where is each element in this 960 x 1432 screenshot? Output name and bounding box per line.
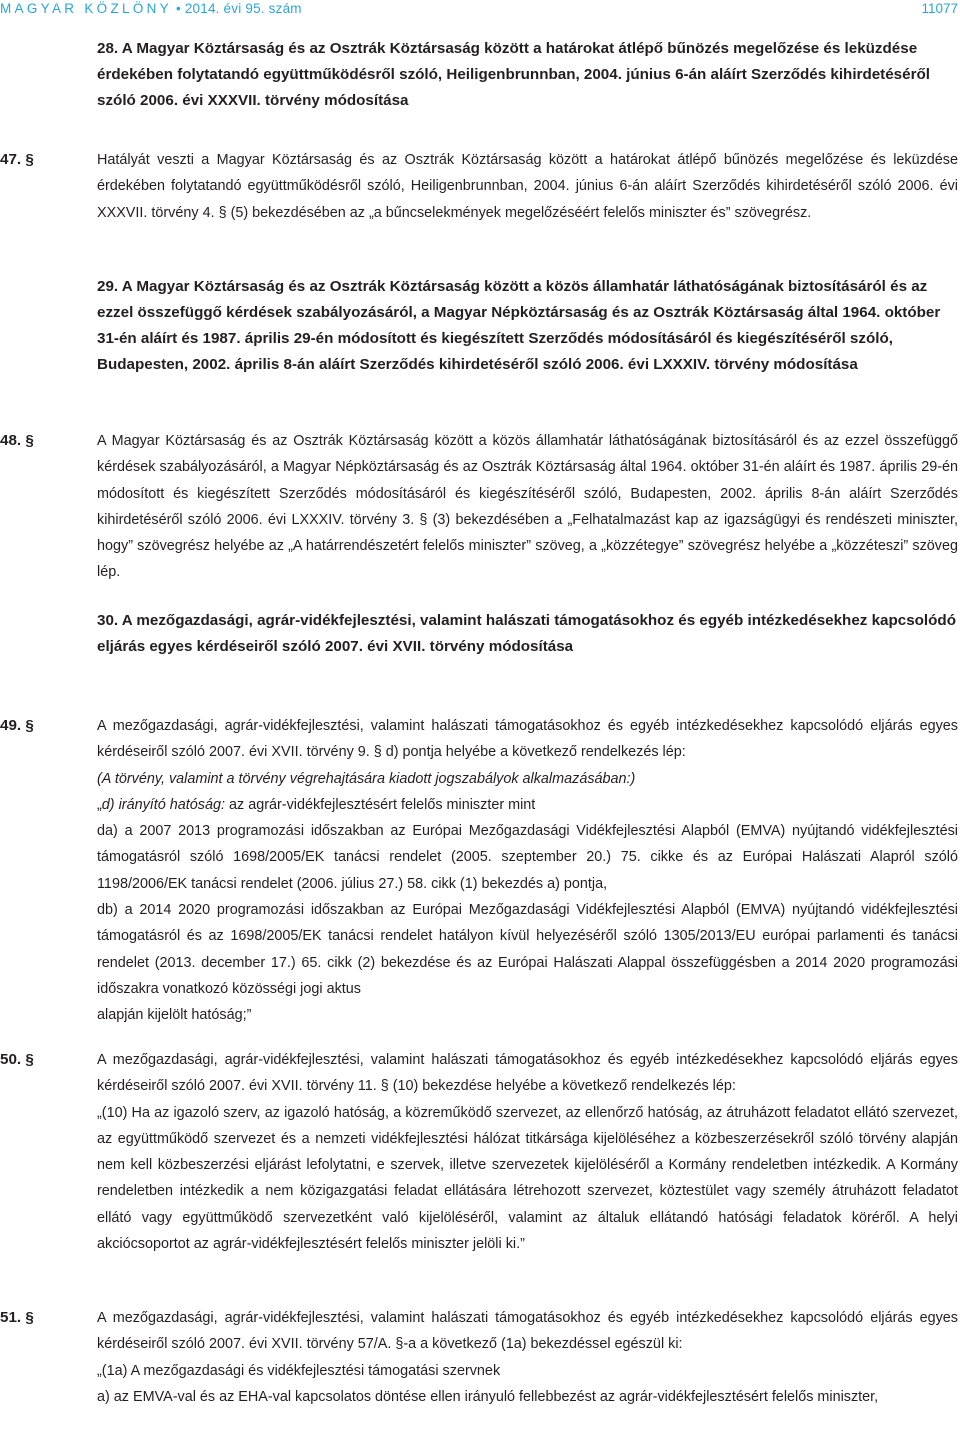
publication-name: MAGYAR KÖZLÖNY — [0, 1, 172, 16]
paragraph-51 — [0, 1305, 958, 1410]
paragraph-47 — [0, 147, 958, 226]
paragraph-subline: a) az EMVA-val és az EHA-val kapcsolatos döntése ellen irányuló fellebbezést az agrár-vidékfejlesztésért felelős miniszter, — [97, 1388, 879, 1405]
section-title-29: 29. A Magyar Köztársaság és az Osztrák Köztársaság között a közös államhatár láthatóságának biztosításáról és az ezzel összefüggő kérdések szabályozásáról, a Magyar Népköztársaság és az Osztrák Köztársaság által 1964. október 31-én aláírt és 1987. április 29-én módosított és kiegészített Szerződés módosításáról és kiegészítéséről szóló, Budapesten, 2002. április 8-án aláírt Szerződés kihirdetéséről szóló 2006. évi LXXXIV. törvény módosítása — [97, 278, 941, 373]
header-bullet: • — [175, 1, 181, 16]
paragraph-number: 51. § — [0, 1309, 34, 1326]
paragraph-text: A Magyar Köztársaság és az Osztrák Köztársaság között a közös államhatár láthatóságának biztosításáról és az ezzel összefüggő kérdések szabályozásáról, a Magyar Népköztársaság és az Osztrák Köztársaság által 1964. október 31-én aláírt és 1987. április 29-én módosított és kiegészített Szerződés módosításáról és kiegészítéséről szóló, Budapesten, 2002. április 8-án aláírt Szerződés kihirdetéséről szóló 2006. évi LXXXIV. törvény 3. § (3) bekezdésében a „Felhatalmazást kap az igazságügyi és rendészeti miniszter, hogy” szövegrész helyébe az „A határrendészetért felelős miniszter” szöveg, a „közzétegye” szövegrész helyébe a „közzéteszi” szöveg lép. — [97, 433, 958, 581]
page-header — [0, 0, 960, 20]
paragraph-number: 47. § — [0, 151, 34, 168]
paragraph-subline: „(10) Ha az igazoló szerv, az igazoló hatóság, a közreműködő szervezet, az ellenőrző hatóság, az átruházott feladatot ellátó szervezet, az együttműködő szervezet és a nemzeti vidékfejlesztési hálózat titkársága kijelöléséhez a közbeszerzésekről szóló törvény alapján nem kell közbeszerzési eljárást lefolytatni, e szervek, illetve szervezetek kijelöléséről a Kormány rendeletben intézkedik. A Kormány rendeletben intézkedik a nem közigazgatási feladat ellátására létrehozott szervezet, köztestület vagy személy átruházott feladatot ellátó vagy együttműködő szervezetként való kijelöléséről, valamint az általuk ellátandó hatósági feladatok köréről. A helyi akciócsoportot az agrár-vidékfejlesztésért felelős miniszter jelöli ki.” — [97, 1104, 958, 1253]
paragraph-subline: db) a 2014 2020 programozási időszakban az Európai Mezőgazdasági Vidékfejlesztési Alapból (EMVA) nyújtandó vidékfejlesztési támogatásról és az 1698/2005/EK tanácsi rendelet hatályon kívül helyezéséről szóló 1305/2013/EU európai parlamenti és tanácsi rendelet (2013. december 17.) 65. cikk (2) bekezdése és az Európai Halászati Alappal összefüggésben a 2014 2020 programozási időszakra vonatkozó közösségi jogi aktus — [97, 902, 958, 997]
paragraph-50 — [0, 1047, 958, 1257]
paragraph-subline: (A törvény, valamint a törvény végrehajtására kiadott jogszabályok alkalmazásában:) — [97, 770, 636, 787]
paragraph-number: 50. § — [0, 1051, 34, 1068]
paragraph-text: A mezőgazdasági, agrár-vidékfejlesztési, valamint halászati támogatásokhoz és egyéb intézkedésekhez kapcsolódó eljárás egyes kérdéseiről szóló 2007. évi XVII. törvény 9. § d) pontja helyébe a következő rendelkezés lép: — [97, 718, 958, 761]
paragraph-text: A mezőgazdasági, agrár-vidékfejlesztési, valamint halászati támogatásokhoz és egyéb intézkedésekhez kapcsolódó eljárás egyes kérdéseiről szóló 2007. évi XVII. törvény 11. § (10) bekezdése helyébe a következő rendelkezés lép: — [97, 1052, 958, 1095]
page-number: 11077 — [921, 1, 958, 16]
paragraph-number: 49. § — [0, 717, 34, 734]
section-title-28: 28. A Magyar Köztársaság és az Osztrák Köztársaság között a határokat átlépő bűnözés megelőzése és leküzdése érdekében folytatandó együttműködésről szóló, Heiligenbrunnban, 2004. június 6-án aláírt Szerződés kihirdetéséről szóló 2006. évi XXXVII. törvény módosítása — [97, 40, 930, 109]
paragraph-subline: da) a 2007 2013 programozási időszakban az Európai Mezőgazdasági Vidékfejlesztési Alapból (EMVA) nyújtandó vidékfejlesztési támogatásról szóló 1698/2005/EK tanácsi rendelet (2005. szeptember 20.) 75. cikke és az Európai Halászati Alapról szóló 1198/2006/EK tanácsi rendelet (2006. július 27.) 58. cikk (1) bekezdés a) pontja, — [97, 823, 958, 892]
paragraph-subline: alapján kijelölt hatóság;” — [97, 1007, 252, 1024]
paragraph-subline: „d) irányító hatóság: az agrár-vidékfejlesztésért felelős miniszter mint — [97, 796, 536, 813]
issue-label: 2014. évi 95. szám — [184, 1, 302, 16]
paragraph-49 — [0, 713, 958, 1029]
paragraph-number: 48. § — [0, 432, 34, 449]
paragraph-subline: „(1a) A mezőgazdasági és vidékfejlesztési támogatási szervnek — [97, 1362, 501, 1379]
paragraph-48 — [0, 428, 958, 586]
paragraph-text: A mezőgazdasági, agrár-vidékfejlesztési, valamint halászati támogatásokhoz és egyéb intézkedésekhez kapcsolódó eljárás egyes kérdéseiről szóló 2007. évi XVII. törvény 57/A. §-a a következő (1a) bekezdéssel egészül ki: — [97, 1310, 958, 1353]
paragraph-text: Hatályát veszti a Magyar Köztársaság és az Osztrák Köztársaság között a határokat átlépő bűnözés megelőzése és leküzdése érdekében folytatandó együttműködésről szóló, Heiligenbrunnban, 2004. június 6-án aláírt Szerződés kihirdetéséről szóló 2006. évi XXXVII. törvény 4. § (5) bekezdésében az „a bűncselekmények megelőzéséért felelős miniszter és” szövegrész. — [97, 152, 958, 221]
section-title-30: 30. A mezőgazdasági, agrár-vidékfejlesztési, valamint halászati támogatásokhoz és egyéb intézkedésekhez kapcsolódó eljárás egyes kérdéseiről szóló 2007. évi XVII. törvény módosítása — [97, 612, 956, 655]
